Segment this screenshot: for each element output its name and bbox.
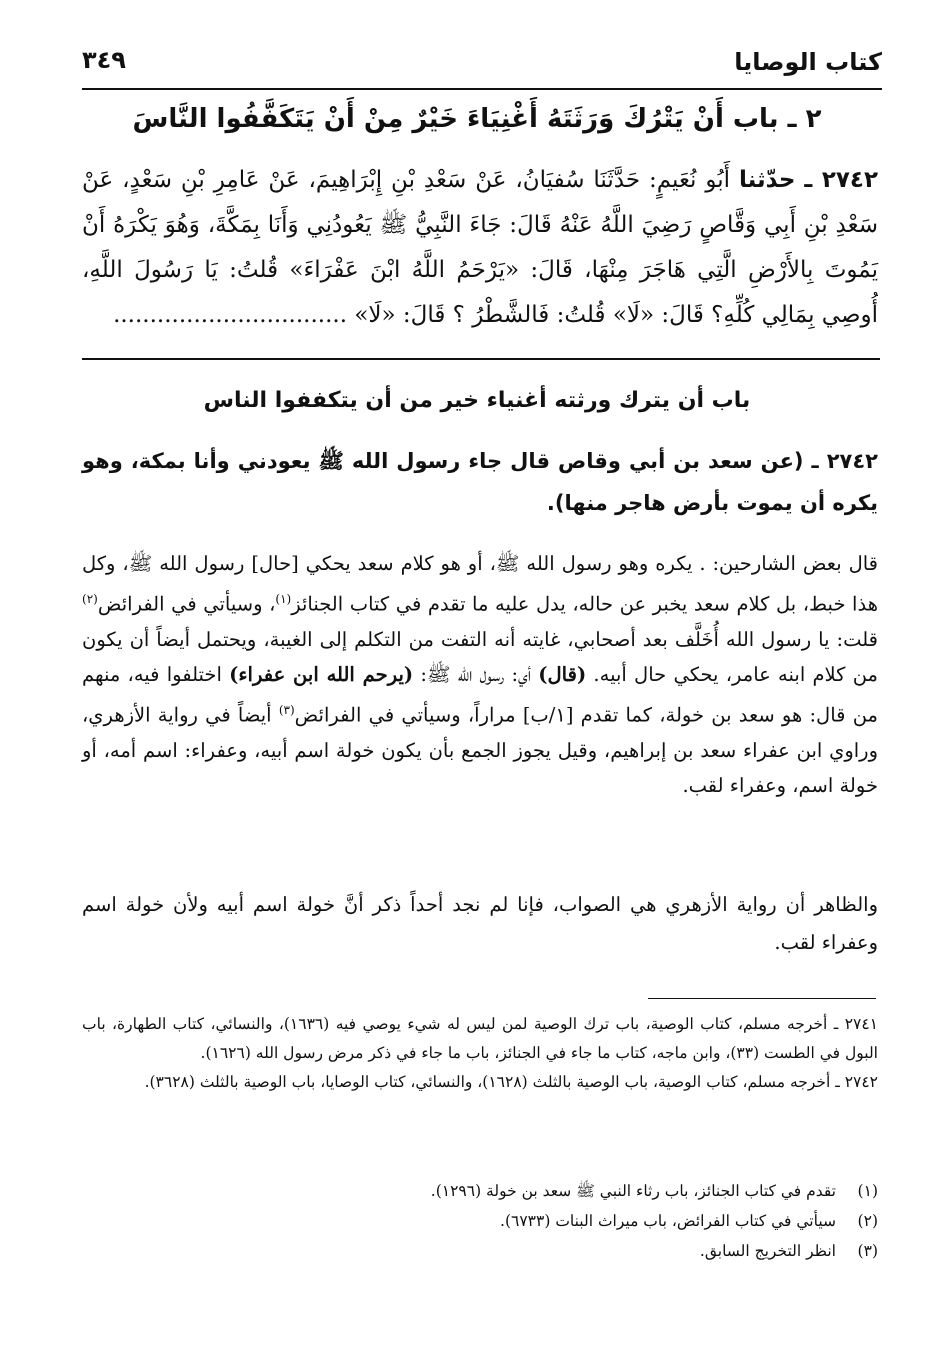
paragraph-text: قلت: يا رسول الله أُخَلَّف بعد أصحابي، غايته أنه التفت من التكلم إلى الغيبة، ويحتمل أيضاً أن يكون من كلام ابنه عامر، يحكي حال أبيه. [82, 627, 878, 686]
chapter-heading-vocalized: ٢ ـ باب أَنْ يَتْرُكَ وَرَثَتَهُ أَغْنِيَاءَ خَيْرٌ مِنْ أَنْ يَتَكَفَّفُوا النَّاسَ [132, 104, 822, 134]
footnote-ref-3: (٣) [278, 702, 295, 717]
footnote-divider [648, 998, 876, 999]
page-number: ٣٤٩ [82, 46, 126, 74]
matn-number: ٢٧٤٢ ـ [811, 449, 878, 473]
paragraph-text: أيضاً في رواية الأزهري، وراوي ابن عفراء سعد بن إبراهيم، وقيل يجوز الجمع بأن يكون خولة اسم أبيه، وعفراء: اسم أمه، أو خولة اسم، وعفراء لقب. [82, 703, 878, 797]
footnote-mark: (٣) [857, 1242, 878, 1260]
section-divider [82, 358, 880, 360]
hadith-text-vocalized [82, 158, 878, 338]
matn-text: (عن سعد بن أبي وقاص قال جاء رسول الله ﷺ يعودني وأنا بمكة، وهو يكره أن يموت بأرض هاجر منها). [82, 449, 878, 515]
hadith-body: أَبُو نُعَيمٍ: حَدَّثَنَا سُفيَانُ، عَنْ سَعْدِ بْنِ إِبْرَاهِيمَ، عَنْ عَامِرِ بْنِ سَعْدٍ، عَنْ سَعْدِ بْنِ أَبِي وَقَّاصٍ رَضِيَ اللَّهُ عَنْهُ قَالَ: جَاءَ النَّبِيُّ ﷺ يَعُودُنِي وَأَنَا بِمَكَّةَ، وَهُوَ يَكْرَهُ أَنْ يَمُوتَ بِالأَرْضِ الَّتِي هَاجَرَ مِنْهَا، قَالَ: «يَرْحَمُ اللَّهُ ابْنَ عَفْرَاءَ» قُلتُ: يَا رَسُولَ اللَّهِ، أُوصِي بِمَالِي كُلِّهِ؟ قَالَ: «لَا» قُلتُ: فَالشَّطْرُ ؟ قَالَ: «لَا» ................................ [82, 167, 878, 328]
hadith-number: ٢٧٤٢ ـ [804, 167, 878, 193]
footnote-item [200, 1176, 878, 1206]
takhrij-note: ٢٧٤٢ ـ أخرجه مسلم، كتاب الوصية، باب الوصية بالثلث (١٦٢٨)، والنسائي، كتاب الوصايا، باب الوصية بالثلث (٣٦٢٨). [144, 1073, 878, 1091]
commentary-chapter-heading: باب أن يترك ورثته أغنياء خير من أن يتكففوا الناس [203, 388, 751, 413]
footnote-list [200, 1176, 878, 1266]
takhrij-footnotes [82, 1010, 878, 1097]
isnad-lead: حدّثنا [738, 167, 796, 193]
paragraph-text: اختلفوا فيه، منهم من قال: هو سعد بن خولة، كما تقدم [١/ب] مراراً، وسيأتي في الفرائض [82, 663, 878, 726]
footnote-mark: (١) [857, 1182, 878, 1200]
footnote-text: سيأتي في كتاب الفرائض، باب ميراث البنات (٦٧٣٣). [500, 1212, 836, 1230]
quoted-phrase: (يرحم الله ابن عفراء) [229, 663, 414, 686]
commentary-paragraph-1 [82, 546, 878, 804]
footnote-item [200, 1206, 878, 1236]
takhrij-note: ٢٧٤١ ـ أخرجه مسلم، كتاب الوصية، باب ترك الوصية لمن ليس له شيء يوصي فيه (١٦٣٦)، والنسائي، كتاب الطهارة، باب البول في الطست (٣٣)، وابن ماجه، كتاب ما جاء في الجنائز، باب ما جاء في ذكر مرض رسول الله (١٦٢٦). [82, 1015, 878, 1062]
paragraph-text: ، وسيأتي في الفرائض [97, 592, 276, 615]
commentary-paragraph-2: والظاهر أن رواية الأزهري هي الصواب، فإنا لم نجد أحداً ذكر أنَّ خولة اسم أبيه ولأن خولة اسم وعفراء لقب. [82, 893, 878, 954]
paragraph-text: قال بعض الشارحين: . يكره وهو رسول الله ﷺ، أو هو كلام سعد يحكي [حال] رسول الله ﷺ، وكل هذا خبط، بل كلام سعد يخبر عن حاله، يدل عليه ما تقدم في كتاب الجنائز [82, 552, 878, 615]
commentary-matn [82, 440, 878, 524]
footnote-ref-2: (٢) [82, 591, 98, 606]
paragraph-text: أي: رسول الله ﷺ: [413, 663, 539, 686]
footnote-mark: (٢) [857, 1212, 878, 1230]
footnote-text: انظر التخريج السابق. [699, 1242, 836, 1260]
footnote-text: تقدم في كتاب الجنائز، باب رثاء النبي ﷺ سعد بن خولة (١٢٩٦). [430, 1182, 836, 1200]
running-header [82, 40, 882, 90]
book-title: كتاب الوصايا [734, 48, 882, 76]
qala-marker: (قال) [538, 663, 587, 686]
footnote-ref-1: (١) [275, 591, 292, 606]
footnote-item [200, 1236, 878, 1266]
